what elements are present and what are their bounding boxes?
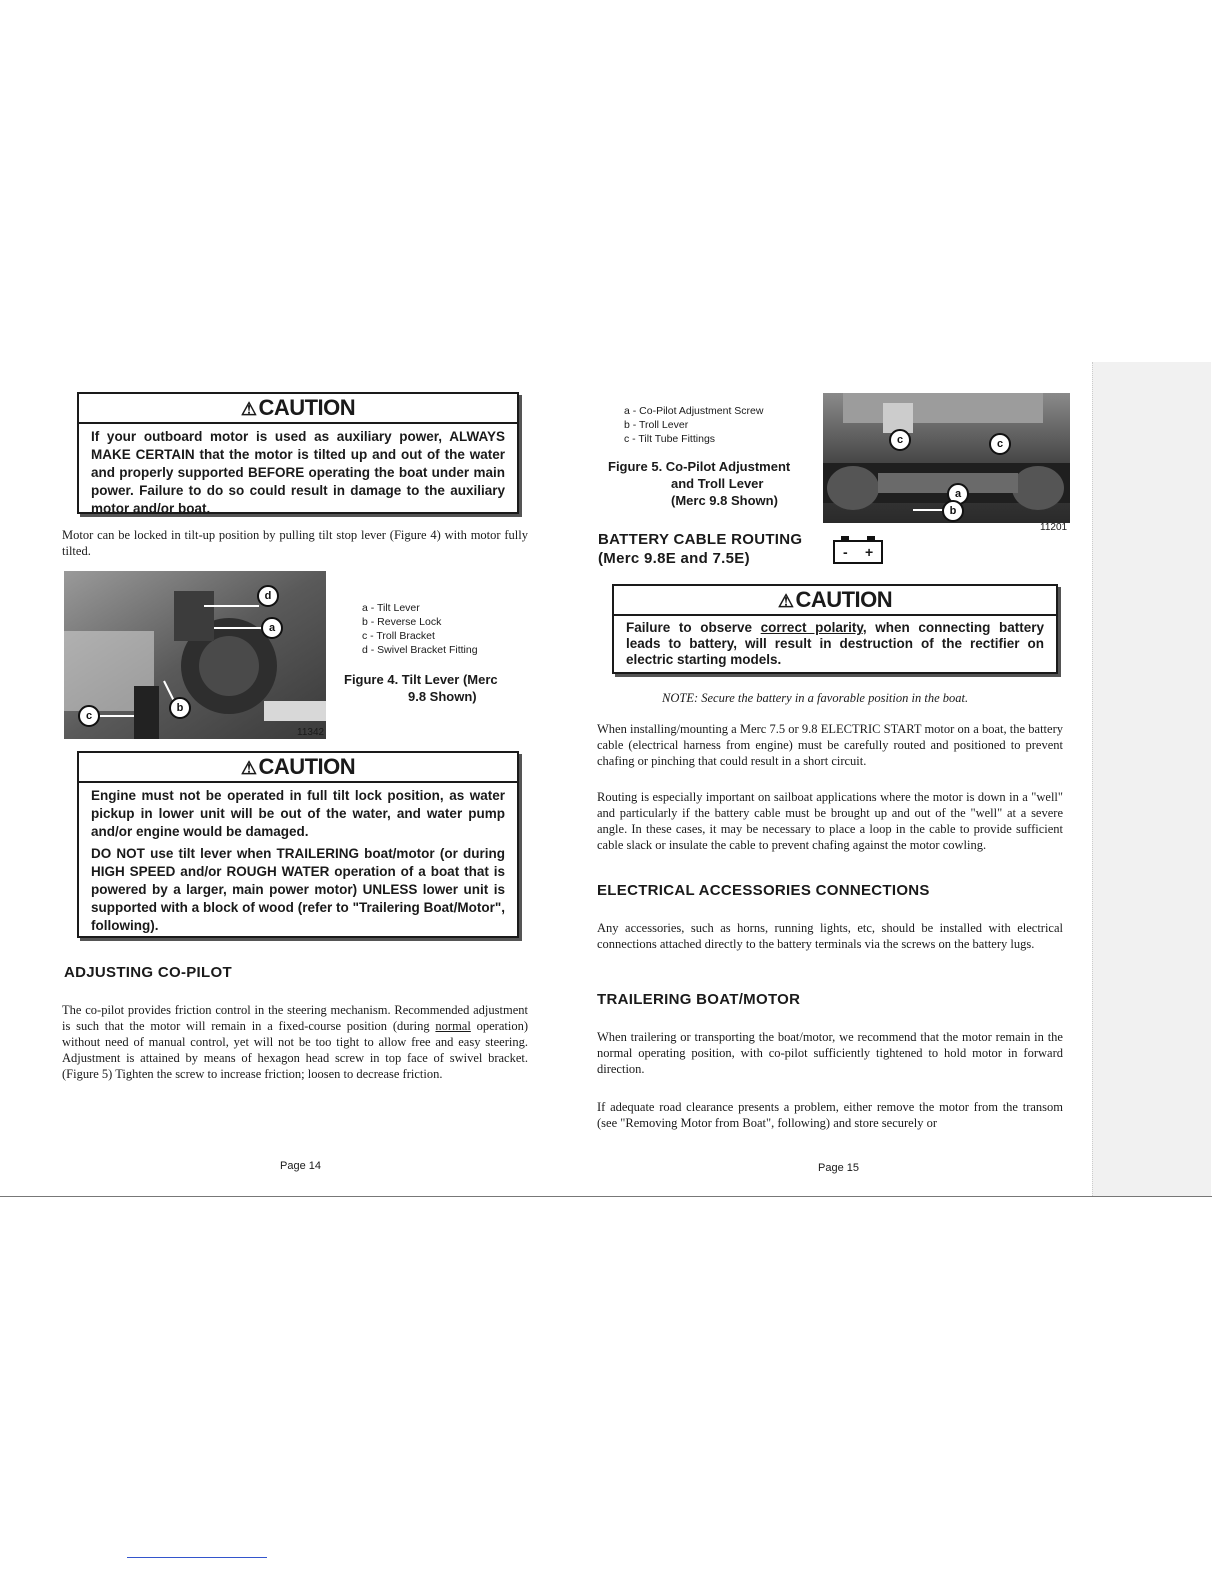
right-margin-shade bbox=[1092, 362, 1211, 1196]
page-number-right: Page 15 bbox=[818, 1162, 859, 1174]
callout-b: b bbox=[169, 697, 191, 719]
caution-text: Failure to observe correct polarity, when connecting battery leads to battery, will result in destruction of the rectifier on electric starting models. bbox=[626, 620, 1044, 667]
caution-box-tilt-lock bbox=[77, 751, 519, 938]
caution-text: If your outboard motor is used as auxiliary power, ALWAYS MAKE CERTAIN that the motor is tilted up and out of the water and properly supported BEFORE operating the boat under main power. Failure to do so could result in damage to the auxiliary motor and/or boat. bbox=[91, 429, 505, 516]
figure-5-legend bbox=[624, 404, 763, 446]
tilt-lock-paragraph: Motor can be locked in tilt-up position by pulling tilt stop lever (Figure 4) with motor fully tilted. bbox=[62, 528, 528, 558]
electrical-accessories-heading: ELECTRICAL ACCESSORIES CONNECTIONS bbox=[597, 882, 930, 899]
caution-box-polarity bbox=[612, 584, 1058, 674]
caution-text: Engine must not be operated in full tilt lock position, as water pickup in lower unit will be out of the water, and water pump and/or engine would be damaged. DO NOT use tilt lever when TRAILERING boat/motor (or during HIGH SPEED and/or ROUGH WATER operation of a boat that is powered by a larger, main power motor) UNLESS lower unit is supported with a block of wood (refer to "Trailering Boat/Motor", following). bbox=[91, 788, 505, 933]
page-number-left: Page 14 bbox=[280, 1160, 321, 1172]
callout-a: a bbox=[261, 617, 283, 639]
battery-minus: - bbox=[843, 544, 848, 560]
co-pilot-paragraph: The co-pilot provides friction control in the steering mechanism. Recommended adjustment is such that the motor will remain in a fixed-course position (during normal operation) without need of manual control, yet will not be too tight to allow free and easy steering. Adjustment is attained by means of hexagon head screw in top face of swivel bracket. (Figure 5) Tighten the screw to increase friction; loosen to decrease friction. bbox=[62, 1003, 528, 1081]
figure-4-photo bbox=[64, 571, 326, 739]
caution-heading: ⚠CAUTION bbox=[79, 394, 517, 424]
warning-triangle-icon: ⚠ bbox=[240, 399, 257, 419]
figure-4-number: 11342 bbox=[297, 727, 325, 738]
legend-item: a - Tilt Lever bbox=[362, 602, 420, 614]
adjusting-co-pilot-heading: ADJUSTING CO-PILOT bbox=[64, 964, 232, 981]
legend-item: d - Swivel Bracket Fitting bbox=[362, 644, 478, 656]
figure-4-caption: Figure 4. Tilt Lever (Merc 9.8 Shown) bbox=[344, 672, 498, 704]
trailering-paragraph: When trailering or transporting the boat/motor, we recommend that the motor remain in the normal operating position, with co-pilot sufficiently tightened to hold motor in forward direction. bbox=[597, 1030, 1063, 1076]
trailering-heading: TRAILERING BOAT/MOTOR bbox=[597, 991, 801, 1008]
figure-5-photo bbox=[823, 393, 1070, 523]
callout-d: d bbox=[257, 585, 279, 607]
battery-plus: + bbox=[865, 544, 874, 560]
legend-item: c - Troll Bracket bbox=[362, 630, 435, 642]
legend-item: a - Co-Pilot Adjustment Screw bbox=[624, 405, 764, 417]
electrical-paragraph: Any accessories, such as horns, running lights, etc, should be installed with electrical connections attached directly to the battery terminals via the screws on the battery lugs. bbox=[597, 921, 1063, 951]
callout-c: c bbox=[989, 433, 1011, 455]
battery-note: NOTE: Secure the battery in a favorable position in the boat. bbox=[662, 691, 969, 705]
page-divider bbox=[0, 1196, 1212, 1197]
callout-a: a bbox=[947, 483, 969, 505]
figure-5-number: 11201 bbox=[1040, 522, 1068, 533]
caution-heading: ⚠CAUTION bbox=[79, 753, 517, 783]
figure-4-legend bbox=[362, 601, 478, 657]
caution-box-auxiliary-power bbox=[77, 392, 519, 514]
warning-triangle-icon: ⚠ bbox=[240, 758, 257, 778]
legend-item: b - Troll Lever bbox=[624, 419, 689, 431]
figure-4-photo-art bbox=[64, 571, 326, 739]
battery-cable-routing-heading: BATTERY CABLE ROUTING (Merc 9.8E and 7.5E) bbox=[598, 531, 803, 567]
callout-c: c bbox=[889, 429, 911, 451]
installing-paragraph: When installing/mounting a Merc 7.5 or 9.8 ELECTRIC START motor on a boat, the battery cable (electrical harness from engine) must be carefully routed and positioned to prevent chafing or pinching that could result in a short circuit. bbox=[597, 722, 1063, 768]
battery-icon bbox=[833, 536, 883, 562]
figure-5-caption: Figure 5. Co-Pilot Adjustment and Troll Lever (Merc 9.8 Shown) bbox=[608, 459, 791, 508]
link-underline bbox=[127, 1557, 267, 1558]
callout-b: b bbox=[942, 500, 964, 522]
callout-c: c bbox=[78, 705, 100, 727]
warning-triangle-icon: ⚠ bbox=[777, 591, 794, 611]
routing-paragraph: Routing is especially important on sailboat applications where the motor is down in a "well" and particularly if the battery cable must be brought up and out of the "well" at a severe angle. In these cases, it may be necessary to place a loop in the cable to provide sufficient cable slack or insulate the cable to prevent chafing against the motor cowling. bbox=[597, 790, 1063, 852]
legend-item: c - Tilt Tube Fittings bbox=[624, 433, 716, 445]
clearance-paragraph: If adequate road clearance presents a problem, either remove the motor from the transom (see "Removing Motor from Boat", following) and store securely or bbox=[597, 1100, 1063, 1130]
legend-item: b - Reverse Lock bbox=[362, 616, 442, 628]
caution-heading: ⚠CAUTION bbox=[614, 586, 1056, 616]
